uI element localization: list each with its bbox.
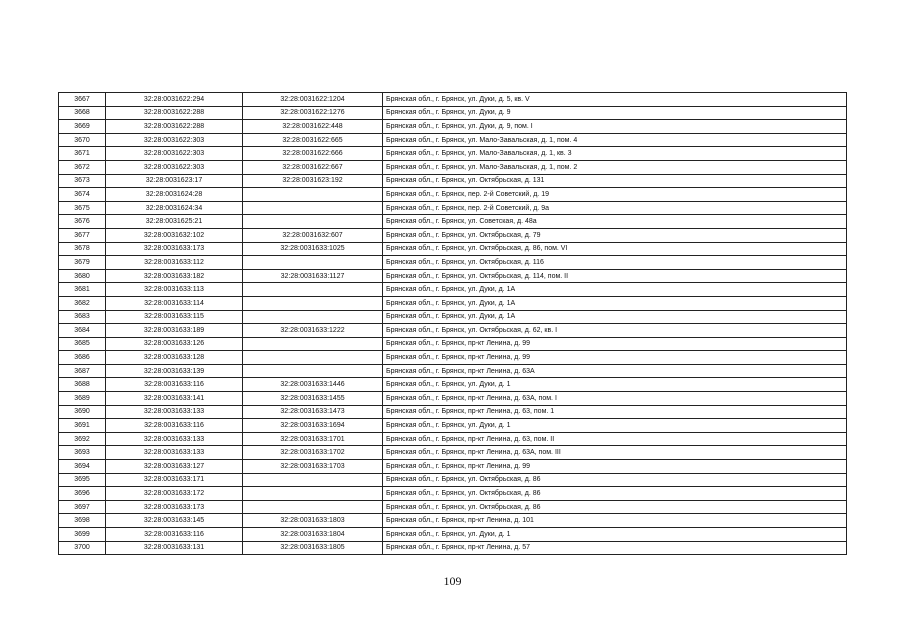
address-cell: Брянская обл., г. Брянск, ул. Октябрьская, д. 131: [383, 174, 847, 188]
object-cadastral-number-cell: 32:28:0031633:1446: [243, 378, 383, 392]
table-row: [59, 310, 847, 324]
table-row: [59, 160, 847, 174]
object-cadastral-number-cell: 32:28:0031622:448: [243, 120, 383, 134]
table-row: [59, 487, 847, 501]
address-cell: Брянская обл., г. Брянск, пр-кт Ленина, д. 57: [383, 541, 847, 555]
table-row: [59, 324, 847, 338]
registry-table-body: [59, 93, 847, 555]
object-cadastral-number-cell: 32:28:0031633:1805: [243, 541, 383, 555]
land-cadastral-number-cell: 32:28:0031633:141: [106, 392, 243, 406]
table-row: [59, 392, 847, 406]
row-number-cell: 3685: [59, 337, 106, 351]
land-cadastral-number-cell: 32:28:0031622:294: [106, 93, 243, 107]
address-cell: Брянская обл., г. Брянск, пр-кт Ленина, д. 63А, пом. I: [383, 392, 847, 406]
land-cadastral-number-cell: 32:28:0031623:17: [106, 174, 243, 188]
address-cell: Брянская обл., г. Брянск, ул. Октябрьская, д. 86: [383, 500, 847, 514]
object-cadastral-number-cell: 32:28:0031633:1701: [243, 432, 383, 446]
row-number-cell: 3700: [59, 541, 106, 555]
row-number-cell: 3688: [59, 378, 106, 392]
row-number-cell: 3675: [59, 201, 106, 215]
address-cell: Брянская обл., г. Брянск, ул. Дуки, д. 9, пом. I: [383, 120, 847, 134]
address-cell: Брянская обл., г. Брянск, ул. Мало-Завальская, д. 1, пом. 2: [383, 160, 847, 174]
object-cadastral-number-cell: 32:28:0031622:665: [243, 133, 383, 147]
row-number-cell: 3692: [59, 432, 106, 446]
address-cell: Брянская обл., г. Брянск, ул. Дуки, д. 1: [383, 378, 847, 392]
address-cell: Брянская обл., г. Брянск, пр-кт Ленина, д. 63А: [383, 364, 847, 378]
land-cadastral-number-cell: 32:28:0031624:28: [106, 188, 243, 202]
object-cadastral-number-cell: 32:28:0031622:1276: [243, 106, 383, 120]
land-cadastral-number-cell: 32:28:0031622:288: [106, 120, 243, 134]
object-cadastral-number-cell: [243, 256, 383, 270]
row-number-cell: 3699: [59, 528, 106, 542]
object-cadastral-number-cell: [243, 487, 383, 501]
address-cell: Брянская обл., г. Брянск, ул. Октябрьская, д. 116: [383, 256, 847, 270]
address-cell: Брянская обл., г. Брянск, пр-кт Ленина, д. 63, пом. II: [383, 432, 847, 446]
table-row: [59, 446, 847, 460]
land-cadastral-number-cell: 32:28:0031633:189: [106, 324, 243, 338]
table-row: [59, 256, 847, 270]
object-cadastral-number-cell: 32:28:0031622:1204: [243, 93, 383, 107]
row-number-cell: 3669: [59, 120, 106, 134]
address-cell: Брянская обл., г. Брянск, пр-кт Ленина, д. 99: [383, 351, 847, 365]
table-row: [59, 133, 847, 147]
object-cadastral-number-cell: 32:28:0031623:192: [243, 174, 383, 188]
object-cadastral-number-cell: 32:28:0031633:1804: [243, 528, 383, 542]
land-cadastral-number-cell: 32:28:0031633:113: [106, 283, 243, 297]
row-number-cell: 3691: [59, 419, 106, 433]
row-number-cell: 3667: [59, 93, 106, 107]
table-row: [59, 296, 847, 310]
table-row: [59, 364, 847, 378]
row-number-cell: 3694: [59, 460, 106, 474]
address-cell: Брянская обл., г. Брянск, ул. Октябрьская, д. 79: [383, 228, 847, 242]
row-number-cell: 3698: [59, 514, 106, 528]
table-row: [59, 106, 847, 120]
row-number-cell: 3679: [59, 256, 106, 270]
object-cadastral-number-cell: 32:28:0031633:1127: [243, 269, 383, 283]
row-number-cell: 3674: [59, 188, 106, 202]
address-cell: Брянская обл., г. Брянск, ул. Октябрьская, д. 114, пом. II: [383, 269, 847, 283]
address-cell: Брянская обл., г. Брянск, пер. 2-й Советский, д. 9а: [383, 201, 847, 215]
table-row: [59, 93, 847, 107]
land-cadastral-number-cell: 32:28:0031633:133: [106, 446, 243, 460]
row-number-cell: 3672: [59, 160, 106, 174]
address-cell: Брянская обл., г. Брянск, пр-кт Ленина, д. 99: [383, 460, 847, 474]
object-cadastral-number-cell: 32:28:0031633:1694: [243, 419, 383, 433]
row-number-cell: 3693: [59, 446, 106, 460]
land-cadastral-number-cell: 32:28:0031633:116: [106, 378, 243, 392]
table-row: [59, 500, 847, 514]
land-cadastral-number-cell: 32:28:0031633:139: [106, 364, 243, 378]
table-row: [59, 242, 847, 256]
object-cadastral-number-cell: [243, 296, 383, 310]
table-row: [59, 120, 847, 134]
row-number-cell: 3673: [59, 174, 106, 188]
object-cadastral-number-cell: 32:28:0031633:1455: [243, 392, 383, 406]
land-cadastral-number-cell: 32:28:0031633:116: [106, 419, 243, 433]
row-number-cell: 3684: [59, 324, 106, 338]
object-cadastral-number-cell: 32:28:0031632:607: [243, 228, 383, 242]
table-row: [59, 378, 847, 392]
address-cell: Брянская обл., г. Брянск, пр-кт Ленина, д. 99: [383, 337, 847, 351]
object-cadastral-number-cell: 32:28:0031633:1473: [243, 405, 383, 419]
land-cadastral-number-cell: 32:28:0031633:182: [106, 269, 243, 283]
address-cell: Брянская обл., г. Брянск, ул. Мало-Завальская, д. 1, пом. 4: [383, 133, 847, 147]
object-cadastral-number-cell: [243, 310, 383, 324]
object-cadastral-number-cell: [243, 201, 383, 215]
object-cadastral-number-cell: 32:28:0031633:1222: [243, 324, 383, 338]
row-number-cell: 3668: [59, 106, 106, 120]
land-cadastral-number-cell: 32:28:0031633:127: [106, 460, 243, 474]
row-number-cell: 3696: [59, 487, 106, 501]
object-cadastral-number-cell: [243, 500, 383, 514]
table-row: [59, 337, 847, 351]
land-cadastral-number-cell: 32:28:0031633:133: [106, 405, 243, 419]
land-cadastral-number-cell: 32:28:0031624:34: [106, 201, 243, 215]
address-cell: Брянская обл., г. Брянск, пер. 2-й Советский, д. 19: [383, 188, 847, 202]
row-number-cell: 3681: [59, 283, 106, 297]
table-row: [59, 419, 847, 433]
table-row: [59, 174, 847, 188]
address-cell: Брянская обл., г. Брянск, ул. Дуки, д. 1А: [383, 310, 847, 324]
table-row: [59, 283, 847, 297]
row-number-cell: 3686: [59, 351, 106, 365]
object-cadastral-number-cell: [243, 283, 383, 297]
object-cadastral-number-cell: [243, 351, 383, 365]
table-row: [59, 432, 847, 446]
object-cadastral-number-cell: 32:28:0031633:1702: [243, 446, 383, 460]
table-row: [59, 215, 847, 229]
table-row: [59, 147, 847, 161]
address-cell: Брянская обл., г. Брянск, пр-кт Ленина, д. 63А, пом. III: [383, 446, 847, 460]
land-cadastral-number-cell: 32:28:0031625:21: [106, 215, 243, 229]
address-cell: Брянская обл., г. Брянск, ул. Дуки, д. 1А: [383, 296, 847, 310]
table-row: [59, 351, 847, 365]
land-cadastral-number-cell: 32:28:0031633:114: [106, 296, 243, 310]
row-number-cell: 3671: [59, 147, 106, 161]
row-number-cell: 3678: [59, 242, 106, 256]
address-cell: Брянская обл., г. Брянск, ул. Дуки, д. 5, кв. V: [383, 93, 847, 107]
address-cell: Брянская обл., г. Брянск, ул. Дуки, д. 1А: [383, 283, 847, 297]
address-cell: Брянская обл., г. Брянск, ул. Октябрьская, д. 86: [383, 487, 847, 501]
row-number-cell: 3697: [59, 500, 106, 514]
object-cadastral-number-cell: [243, 188, 383, 202]
address-cell: Брянская обл., г. Брянск, ул. Дуки, д. 1: [383, 528, 847, 542]
cadastral-registry-table: [58, 92, 847, 555]
row-number-cell: 3687: [59, 364, 106, 378]
table-row: [59, 514, 847, 528]
land-cadastral-number-cell: 32:28:0031633:116: [106, 528, 243, 542]
row-number-cell: 3676: [59, 215, 106, 229]
land-cadastral-number-cell: 32:28:0031622:288: [106, 106, 243, 120]
address-cell: Брянская обл., г. Брянск, ул. Октябрьская, д. 86, пом. VI: [383, 242, 847, 256]
land-cadastral-number-cell: 32:28:0031622:303: [106, 133, 243, 147]
row-number-cell: 3690: [59, 405, 106, 419]
object-cadastral-number-cell: 32:28:0031622:666: [243, 147, 383, 161]
table-row: [59, 473, 847, 487]
land-cadastral-number-cell: 32:28:0031633:172: [106, 487, 243, 501]
land-cadastral-number-cell: 32:28:0031633:171: [106, 473, 243, 487]
address-cell: Брянская обл., г. Брянск, ул. Советская, д. 48а: [383, 215, 847, 229]
object-cadastral-number-cell: 32:28:0031633:1703: [243, 460, 383, 474]
object-cadastral-number-cell: 32:28:0031633:1025: [243, 242, 383, 256]
address-cell: Брянская обл., г. Брянск, ул. Октябрьская, д. 62, кв. I: [383, 324, 847, 338]
land-cadastral-number-cell: 32:28:0031632:102: [106, 228, 243, 242]
land-cadastral-number-cell: 32:28:0031633:145: [106, 514, 243, 528]
row-number-cell: 3670: [59, 133, 106, 147]
address-cell: Брянская обл., г. Брянск, ул. Дуки, д. 1: [383, 419, 847, 433]
table-row: [59, 528, 847, 542]
object-cadastral-number-cell: [243, 473, 383, 487]
row-number-cell: 3682: [59, 296, 106, 310]
land-cadastral-number-cell: 32:28:0031633:112: [106, 256, 243, 270]
object-cadastral-number-cell: [243, 215, 383, 229]
address-cell: Брянская обл., г. Брянск, ул. Октябрьская, д. 86: [383, 473, 847, 487]
address-cell: Брянская обл., г. Брянск, ул. Мало-Завальская, д. 1, кв. 3: [383, 147, 847, 161]
table-row: [59, 405, 847, 419]
row-number-cell: 3695: [59, 473, 106, 487]
land-cadastral-number-cell: 32:28:0031633:126: [106, 337, 243, 351]
address-cell: Брянская обл., г. Брянск, пр-кт Ленина, д. 101: [383, 514, 847, 528]
page-number: 109: [443, 574, 462, 588]
row-number-cell: 3677: [59, 228, 106, 242]
land-cadastral-number-cell: 32:28:0031633:173: [106, 242, 243, 256]
land-cadastral-number-cell: 32:28:0031633:115: [106, 310, 243, 324]
table-row: [59, 228, 847, 242]
row-number-cell: 3680: [59, 269, 106, 283]
land-cadastral-number-cell: 32:28:0031633:128: [106, 351, 243, 365]
table-row: [59, 541, 847, 555]
land-cadastral-number-cell: 32:28:0031633:133: [106, 432, 243, 446]
object-cadastral-number-cell: [243, 364, 383, 378]
table-row: [59, 201, 847, 215]
address-cell: Брянская обл., г. Брянск, пр-кт Ленина, д. 63, пом. 1: [383, 405, 847, 419]
object-cadastral-number-cell: 32:28:0031622:667: [243, 160, 383, 174]
row-number-cell: 3683: [59, 310, 106, 324]
table-row: [59, 188, 847, 202]
row-number-cell: 3689: [59, 392, 106, 406]
land-cadastral-number-cell: 32:28:0031622:303: [106, 160, 243, 174]
land-cadastral-number-cell: 32:28:0031622:303: [106, 147, 243, 161]
object-cadastral-number-cell: [243, 337, 383, 351]
object-cadastral-number-cell: 32:28:0031633:1803: [243, 514, 383, 528]
table-row: [59, 460, 847, 474]
land-cadastral-number-cell: 32:28:0031633:173: [106, 500, 243, 514]
table-row: [59, 269, 847, 283]
address-cell: Брянская обл., г. Брянск, ул. Дуки, д. 9: [383, 106, 847, 120]
land-cadastral-number-cell: 32:28:0031633:131: [106, 541, 243, 555]
